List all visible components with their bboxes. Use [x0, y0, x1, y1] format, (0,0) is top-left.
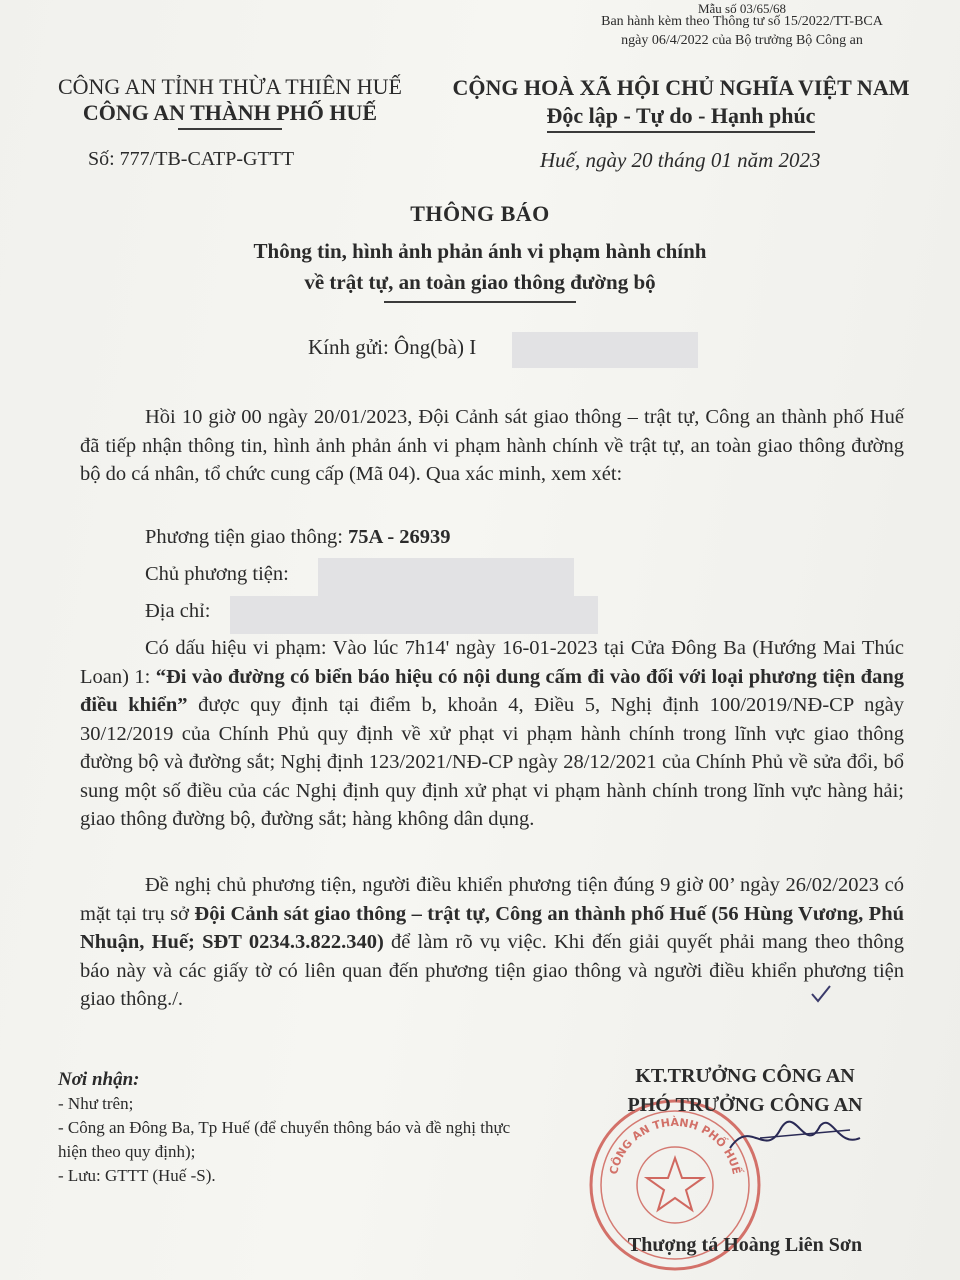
vehicle-label: Phương tiện giao thông:: [145, 526, 349, 548]
handwritten-signature-icon: [720, 1108, 870, 1168]
request-rest: để làm rõ vụ việc. Khi đến giải quyết phải mang theo thông báo này và các giấy tờ có liên quan đến phương tiện giao thông và người điều khiển phương tiện giao thông./.: [80, 931, 904, 1010]
subtitle-line1: Thông tin, hình ảnh phản ánh vi phạm hành chính: [253, 239, 707, 263]
subtitle-line2: về trật tự, an toàn giao thông đường bộ: [304, 270, 656, 294]
national-motto: [436, 74, 926, 133]
redacted-owner: [318, 558, 574, 596]
subtitle-underline: [384, 301, 576, 303]
vehicle-line: [145, 526, 451, 549]
recipient-item: - Như trên;: [58, 1094, 134, 1113]
redacted-name: [512, 332, 698, 368]
form-reference: [582, 1, 902, 50]
state-name: CỘNG HOÀ XÃ HỘI CHỦ NGHĨA VIỆT NAM: [452, 75, 910, 100]
authority-line1: CÔNG AN TỈNH THỪA THIÊN HUẾ: [57, 74, 402, 99]
redacted-address: [230, 596, 598, 634]
issued-with: Ban hành kèm theo Thông tư số 15/2022/TT-BCA: [601, 14, 883, 29]
signature-line2: PHÓ TRƯỞNG CÔNG AN: [627, 1094, 863, 1116]
place-date: Huế, ngày 20 tháng 01 năm 2023: [540, 148, 821, 172]
document-number: Số: 777/TB-CATP-GTTT: [88, 148, 295, 170]
violation-intro: Có dấu hiệu vi phạm: Vào lúc 7h14' ngày 16-01-2023 tại Cửa Đông Ba (Hướng Mai Thúc Loan) 1:: [80, 637, 904, 688]
paragraph-request: [80, 871, 904, 1014]
check-mark-icon: [810, 984, 832, 1004]
address-label: Địa chỉ:: [145, 600, 211, 622]
paragraph-violation: [80, 634, 904, 834]
document-subtitle: [0, 236, 960, 303]
signer-name: Thượng tá Hoàng Liên Sơn: [627, 1234, 863, 1256]
signature-line1: KT.TRƯỞNG CÔNG AN: [635, 1065, 855, 1087]
owner-label: Chủ phương tiện:: [145, 563, 289, 585]
authority-underline: [178, 128, 282, 130]
document-title: THÔNG BÁO: [410, 201, 550, 226]
issued-date: ngày 06/4/2022 của Bộ trưởng Bộ Công an: [621, 33, 863, 48]
issuing-authority: [40, 74, 420, 130]
form-number: Mẫu số 03/65/68: [697, 1, 787, 16]
motto: Độc lập - Tự do - Hạnh phúc: [547, 102, 816, 133]
recipients-heading: Nơi nhận:: [58, 1069, 140, 1090]
authority-line2: CÔNG AN THÀNH PHỐ HUẾ: [82, 100, 378, 125]
violation-description: “Đi vào đường có biển báo hiệu có nội dung cấm đi vào đối với loại phương tiện đang điều khiển”: [80, 665, 904, 716]
paragraph-intro: Hồi 10 giờ 00 ngày 20/01/2023, Đội Cảnh sát giao thông – trật tự, Công an thành phố Huế đã tiếp nhận thông tin, hình ảnh phản ánh vi phạm hành chính về trật tự, an toàn giao thông đường bộ do cá nhân, tổ chức cung cấp (Mã 04). Qua xác minh, xem xét:: [80, 406, 904, 485]
violation-legal-basis: được quy định tại điểm b, khoản 4, Điều 5, Nghị định 100/2019/NĐ-CP ngày 30/12/2019 của Chính Phủ quy định về xử phạt vi phạm hành chính trong lĩnh vực giao thông đường bộ và đường sắt; Nghị định 123/2021/NĐ-CP ngày 28/12/2021 của Chính Phủ về sửa đổi, bổ sung một số điều của các Nghị định quy định xử phạt vi phạm hành chính trong lĩnh vực hàng hải; giao thông đường bộ, đường sắt; hàng không dân dụng.: [80, 694, 904, 830]
vehicle-plate: 75A - 26939: [348, 526, 451, 548]
request-office: Đội Cảnh sát giao thông – trật tự, Công an thành phố Huế (56 Hùng Vương, Phú Nhuận, Huế; SĐT 0234.3.822.340): [80, 902, 905, 953]
stamp-text: CÔNG AN THÀNH PHỐ HUẾ: [607, 1115, 743, 1176]
recipients-block: [58, 1068, 518, 1188]
greeting: Kính gửi: Ông(bà) I: [308, 335, 477, 359]
recipient-item: - Công an Đông Ba, Tp Huế (để chuyển thông báo và đề nghị thực hiện theo quy định);: [58, 1118, 511, 1161]
recipient-item: - Lưu: GTTT (Huế -S).: [58, 1166, 216, 1185]
request-intro: Đề nghị chủ phương tiện, người điều khiển phương tiện đúng 9 giờ 00’ ngày 26/02/2023 có mặt tại trụ sở: [80, 874, 904, 925]
